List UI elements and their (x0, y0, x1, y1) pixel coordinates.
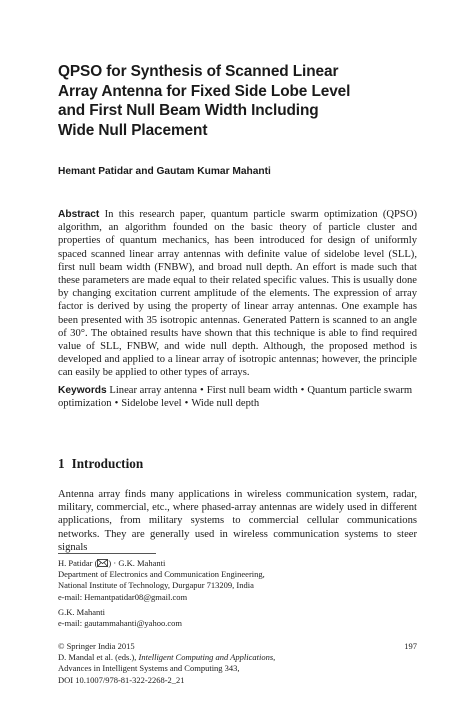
keyword: Quantum particle swarm optimization (58, 385, 413, 410)
keyword: Sidelobe level (121, 398, 182, 410)
author-list: Hemant Patidar and Gautam Kumar Mahanti (58, 166, 271, 177)
doi[interactable]: DOI 10.1007/978-81-322-2268-2_21 (58, 674, 185, 685)
paper-title (58, 62, 418, 140)
editors-line (58, 652, 275, 663)
abstract-paragraph (58, 208, 417, 380)
envelope-icon (97, 559, 108, 567)
title-line: Wide Null Placement (58, 121, 208, 139)
email-1[interactable]: e-mail: Hemantpatidar08@gmail.com (58, 591, 188, 602)
book-title: Intelligent Computing and Applications (138, 652, 274, 663)
section-title: Introduction (71, 456, 144, 471)
footnote-divider (58, 553, 156, 554)
department: Department of Electronics and Communication Engineering, (58, 569, 265, 580)
abstract-label: Abstract (58, 209, 100, 220)
author-name-2: ) · G.K. Mahanti (108, 558, 166, 568)
editors-suffix: , (273, 652, 276, 663)
keyword-separator: • (184, 398, 189, 410)
author-name-1: H. Patidar ( (58, 558, 98, 568)
keywords-label: Keywords (58, 385, 107, 396)
author-name: G.K. Mahanti (58, 607, 105, 617)
keywords-paragraph (58, 384, 417, 410)
author-names-line (58, 558, 265, 569)
page-number: 197 (404, 641, 417, 651)
keyword-separator: • (200, 385, 204, 396)
keyword: Linear array antenna (109, 385, 197, 396)
section-number: 1 (58, 456, 65, 471)
email-2[interactable]: e-mail: gautammahanti@yahoo.com (58, 618, 182, 629)
abstract-text: In this research paper, quantum particle swarm optimization (QPSO) algorithm, an algorithm founded on the basic theory of particle cluster and properties of quantum mechanics, has been introduced for design of uniformly spaced scanned linear array antennas with definite value of sidelobe level (SLL), first null beam width (FNBW), and broad null depth. An effort is made such that these parameters are made equal to their related specific values. This is usually done by changing excitation current amplitude of the elements. The expression of array factor is derived by using the property of linear array antennas. One example has been presented with 35 isotropic antennas. Generated Pattern is scanned to an angle of 30°. The obtained results have shown that this technique is able to find required value of SLL, FNBW, and wide null depth. Although, the proposed method is developed and applied to a linear array of isotropic antennas; however, the principle can easily be applied to other types of arrays. (58, 209, 417, 379)
introduction-paragraph: Antenna array finds many applications in wireless communication system, radar, military, commercial, etc., where phased-array antennas are widely used in different applications, from military systems to commercial cellular communications networks. They are generally used in wireless communication systems to steer signals (58, 489, 417, 553)
title-line: and First Null Beam Width Including (58, 102, 319, 119)
section-heading (58, 456, 143, 472)
keyword: First null beam width (206, 385, 298, 396)
keyword: Wide null depth (191, 398, 260, 410)
title-line: Array Antenna for Fixed Side Lobe Level (58, 82, 351, 100)
affiliation-block-2 (58, 607, 182, 629)
keyword-separator: • (300, 385, 305, 396)
title-line: QPSO for Synthesis of Scanned Linear (58, 63, 339, 80)
institute: National Institute of Technology, Durgapur 713209, India (58, 580, 254, 591)
editors: D. Mandal et al. (eds.), (58, 652, 139, 663)
keyword-separator: • (114, 398, 119, 410)
series: Advances in Intelligent Systems and Computing 343, (58, 663, 240, 674)
affiliation-block (58, 558, 265, 603)
publication-footer (58, 641, 275, 686)
copyright: © Springer India 2015 (58, 641, 135, 651)
